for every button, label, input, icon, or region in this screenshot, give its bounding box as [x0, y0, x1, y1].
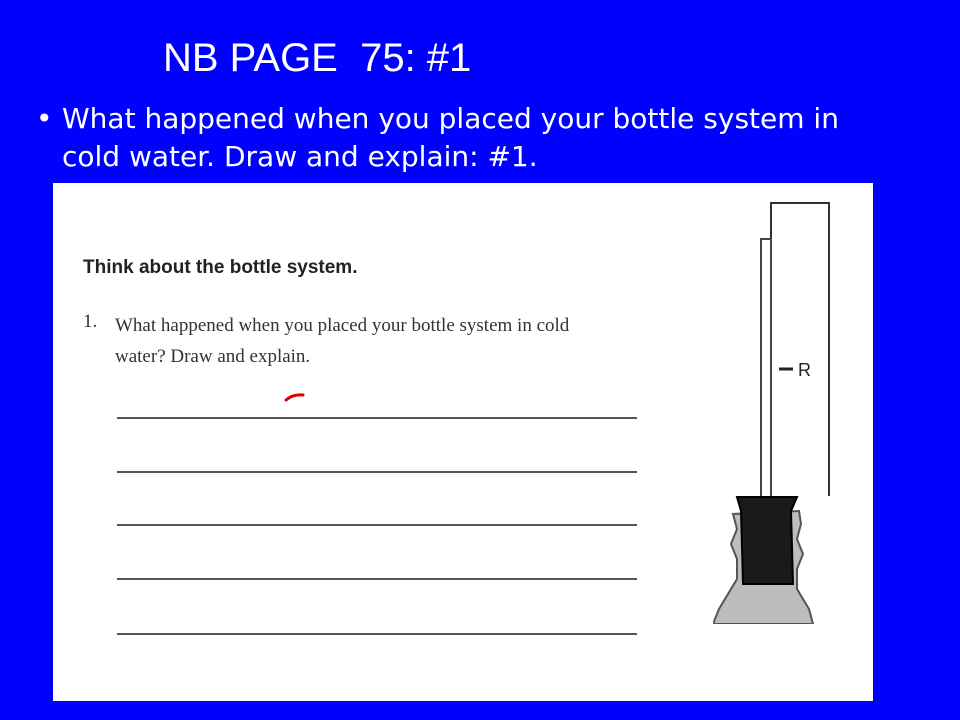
straw — [761, 239, 771, 501]
worksheet-image — [53, 183, 873, 701]
answer-line — [117, 633, 637, 635]
bullet-symbol: • — [36, 102, 53, 135]
answer-line — [117, 417, 637, 419]
bullet-point — [36, 100, 916, 176]
worksheet-heading: Think about the bottle system. — [83, 257, 358, 278]
question-text: What happened when you placed your bottle system in cold water? Draw and explain. — [115, 315, 570, 367]
answer-line — [117, 471, 637, 473]
stopper — [737, 497, 797, 584]
slide-title: NB PAGE 75: #1 — [163, 36, 472, 80]
answer-line — [117, 578, 637, 580]
red-pen-mark — [283, 391, 307, 403]
ruler-card — [771, 203, 829, 496]
question-number: 1. — [83, 311, 98, 332]
diagram-label-r: R — [798, 360, 811, 380]
bottle-system-diagram — [713, 199, 843, 624]
bullet-text: What happened when you placed your bottle system in cold water. Draw and explain: #1. — [62, 102, 839, 173]
answer-line — [117, 524, 637, 526]
